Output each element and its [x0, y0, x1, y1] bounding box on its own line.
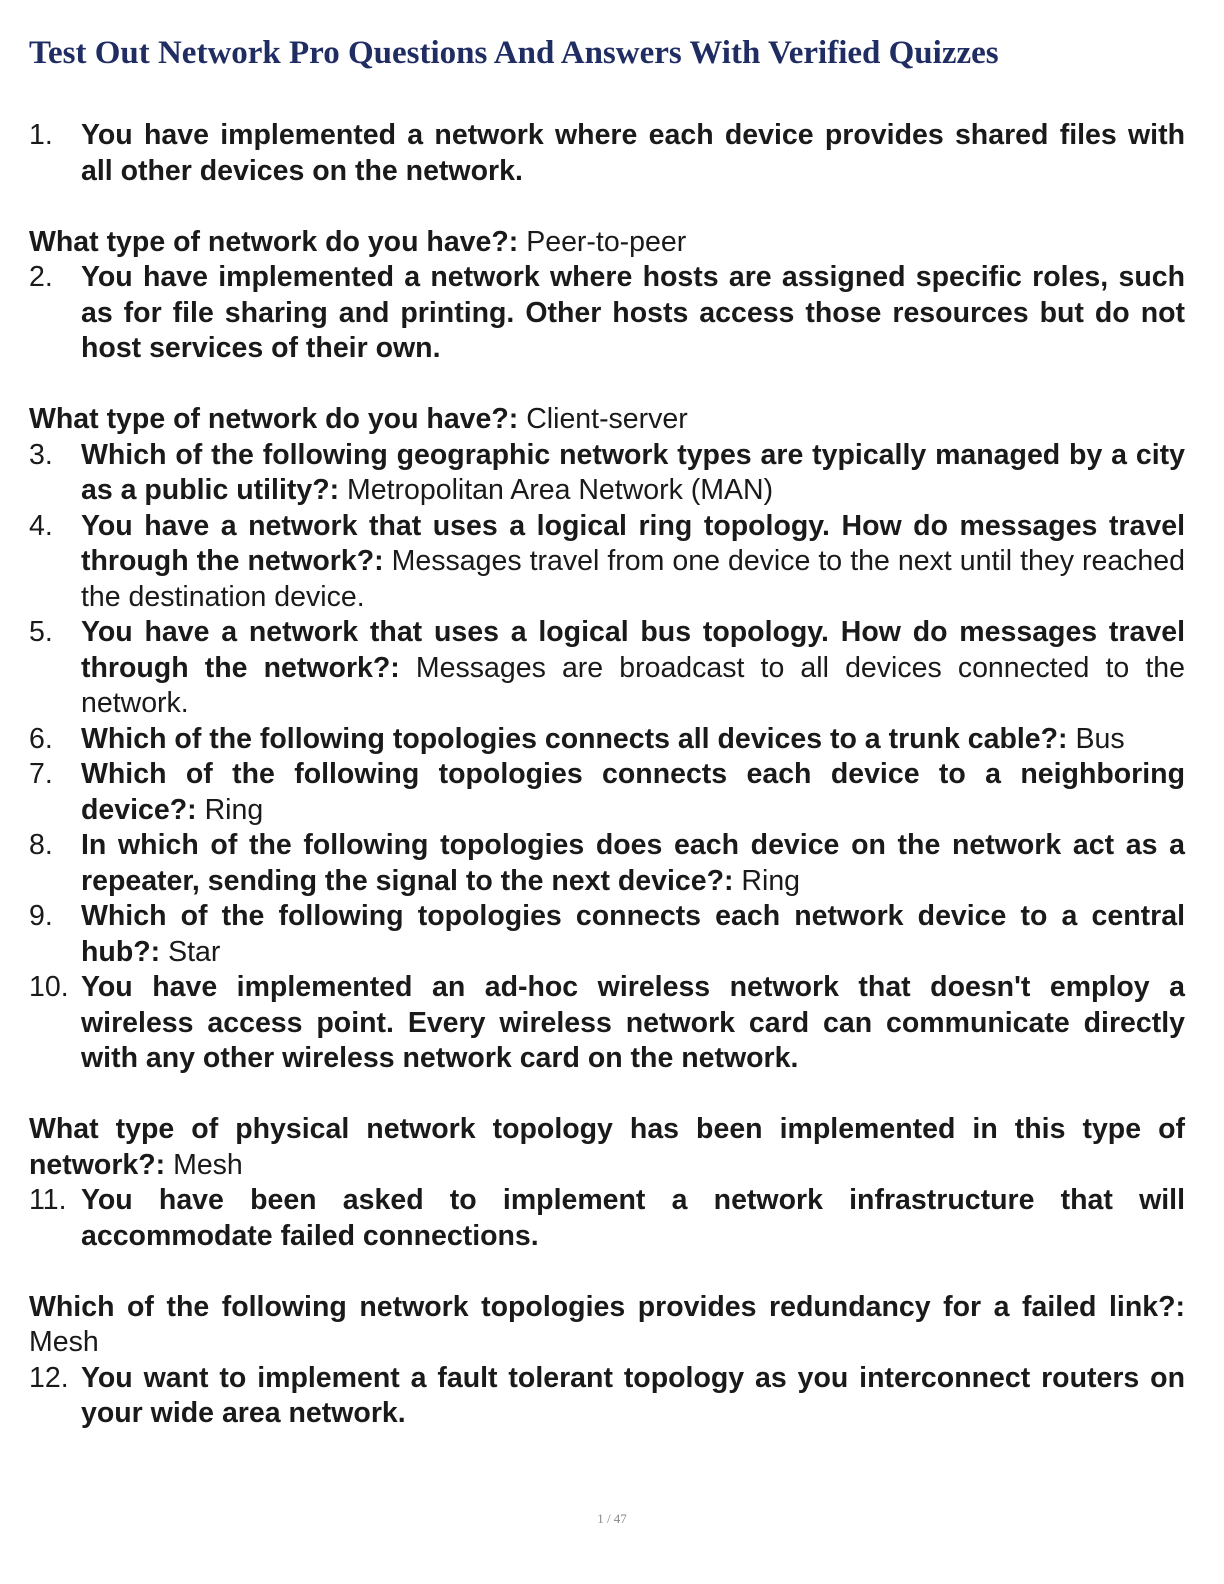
- qa-item-8: [29, 828, 1185, 899]
- question: Which of the following topologies connects all devices to a trunk cable?:: [81, 722, 1068, 755]
- answer: Star: [168, 935, 221, 968]
- answer: Peer-to-peer: [526, 225, 687, 258]
- qa-item-5: [29, 615, 1185, 722]
- question: You have been asked to implement a network infrastructure that will accommodate failed connections.: [81, 1184, 1185, 1252]
- question: You have a network that uses a logical ring topology. How do messages travel through the network?:: [81, 509, 1185, 577]
- item-number: 2.: [29, 261, 53, 293]
- follow-question: Which of the following network topologies provides redundancy for a failed link?:: [29, 1290, 1185, 1323]
- question: You want to implement a fault tolerant topology as you interconnect routers on your wide area network.: [81, 1361, 1185, 1429]
- follow-question: What type of network do you have?:: [29, 403, 519, 435]
- qa-item-4: [29, 509, 1185, 616]
- item-number: 10.: [29, 971, 69, 1003]
- qa-item-10: [29, 970, 1185, 1077]
- item-number: 6.: [29, 722, 53, 755]
- item-number: 1.: [29, 119, 53, 151]
- item-number: 3.: [29, 438, 53, 471]
- question: You have implemented an ad-hoc wireless network that doesn't employ a wireless access point. Every wireless network card can communicate directly with any other wireless network card on the network.: [81, 971, 1185, 1074]
- follow-question: What type of network do you have?:: [29, 225, 519, 258]
- answer: Ring: [741, 864, 801, 897]
- answer: Messages travel from one device to the next until they reached the destination device.: [81, 545, 1185, 613]
- item-number: 7.: [29, 758, 53, 790]
- item-number: 8.: [29, 829, 53, 861]
- question: You have a network that uses a logical bus topology. How do messages travel through the network?:: [81, 616, 1185, 684]
- item-number: 9.: [29, 900, 53, 932]
- answer: Mesh: [173, 1148, 243, 1181]
- answer: Ring: [204, 793, 264, 826]
- item-number: 5.: [29, 616, 53, 648]
- question: You have implemented a network where each device provides shared files with all other devices on the network.: [81, 119, 1185, 187]
- answer: Metropolitan Area Network (MAN): [347, 474, 774, 506]
- question: In which of the following topologies does each device on the network act as a repeater, sending the signal to the next device?:: [81, 829, 1185, 897]
- answer: Bus: [1075, 722, 1125, 755]
- qa-item-12: [29, 1361, 1185, 1432]
- question: Which of the following geographic network types are typically managed by a city as a public utility?:: [81, 438, 1185, 506]
- answer: Messages are broadcast to all devices connected to the network.: [81, 651, 1185, 719]
- qa-item-6: [29, 722, 1185, 758]
- qa-item-9: [29, 899, 1185, 970]
- answer: Client-server: [526, 403, 688, 435]
- document-title: Test Out Network Pro Questions And Answers With Verified Quizzes: [29, 35, 999, 71]
- question: You have implemented a network where hosts are assigned specific roles, such as for file sharing and printing. Other hosts access those resources but do not host services of their own.: [81, 261, 1185, 364]
- qa-item-1: [29, 118, 1185, 189]
- page-number: 1 / 47: [597, 1511, 627, 1526]
- item-number: 12.: [29, 1361, 69, 1394]
- answer: Mesh: [29, 1326, 99, 1358]
- item-number: 4.: [29, 509, 53, 542]
- question: Which of the following topologies connects each device to a neighboring device?:: [81, 758, 1185, 826]
- qa-list: [29, 118, 1185, 1432]
- qa-item-11: [29, 1183, 1185, 1254]
- follow-question: What type of physical network topology has been implemented in this type of network?:: [29, 1113, 1185, 1181]
- question: Which of the following topologies connects each network device to a central hub?:: [81, 900, 1185, 968]
- qa-item-7: [29, 757, 1185, 828]
- item-number: 11.: [29, 1184, 67, 1216]
- qa-item-3: [29, 438, 1185, 509]
- qa-item-2: [29, 260, 1185, 367]
